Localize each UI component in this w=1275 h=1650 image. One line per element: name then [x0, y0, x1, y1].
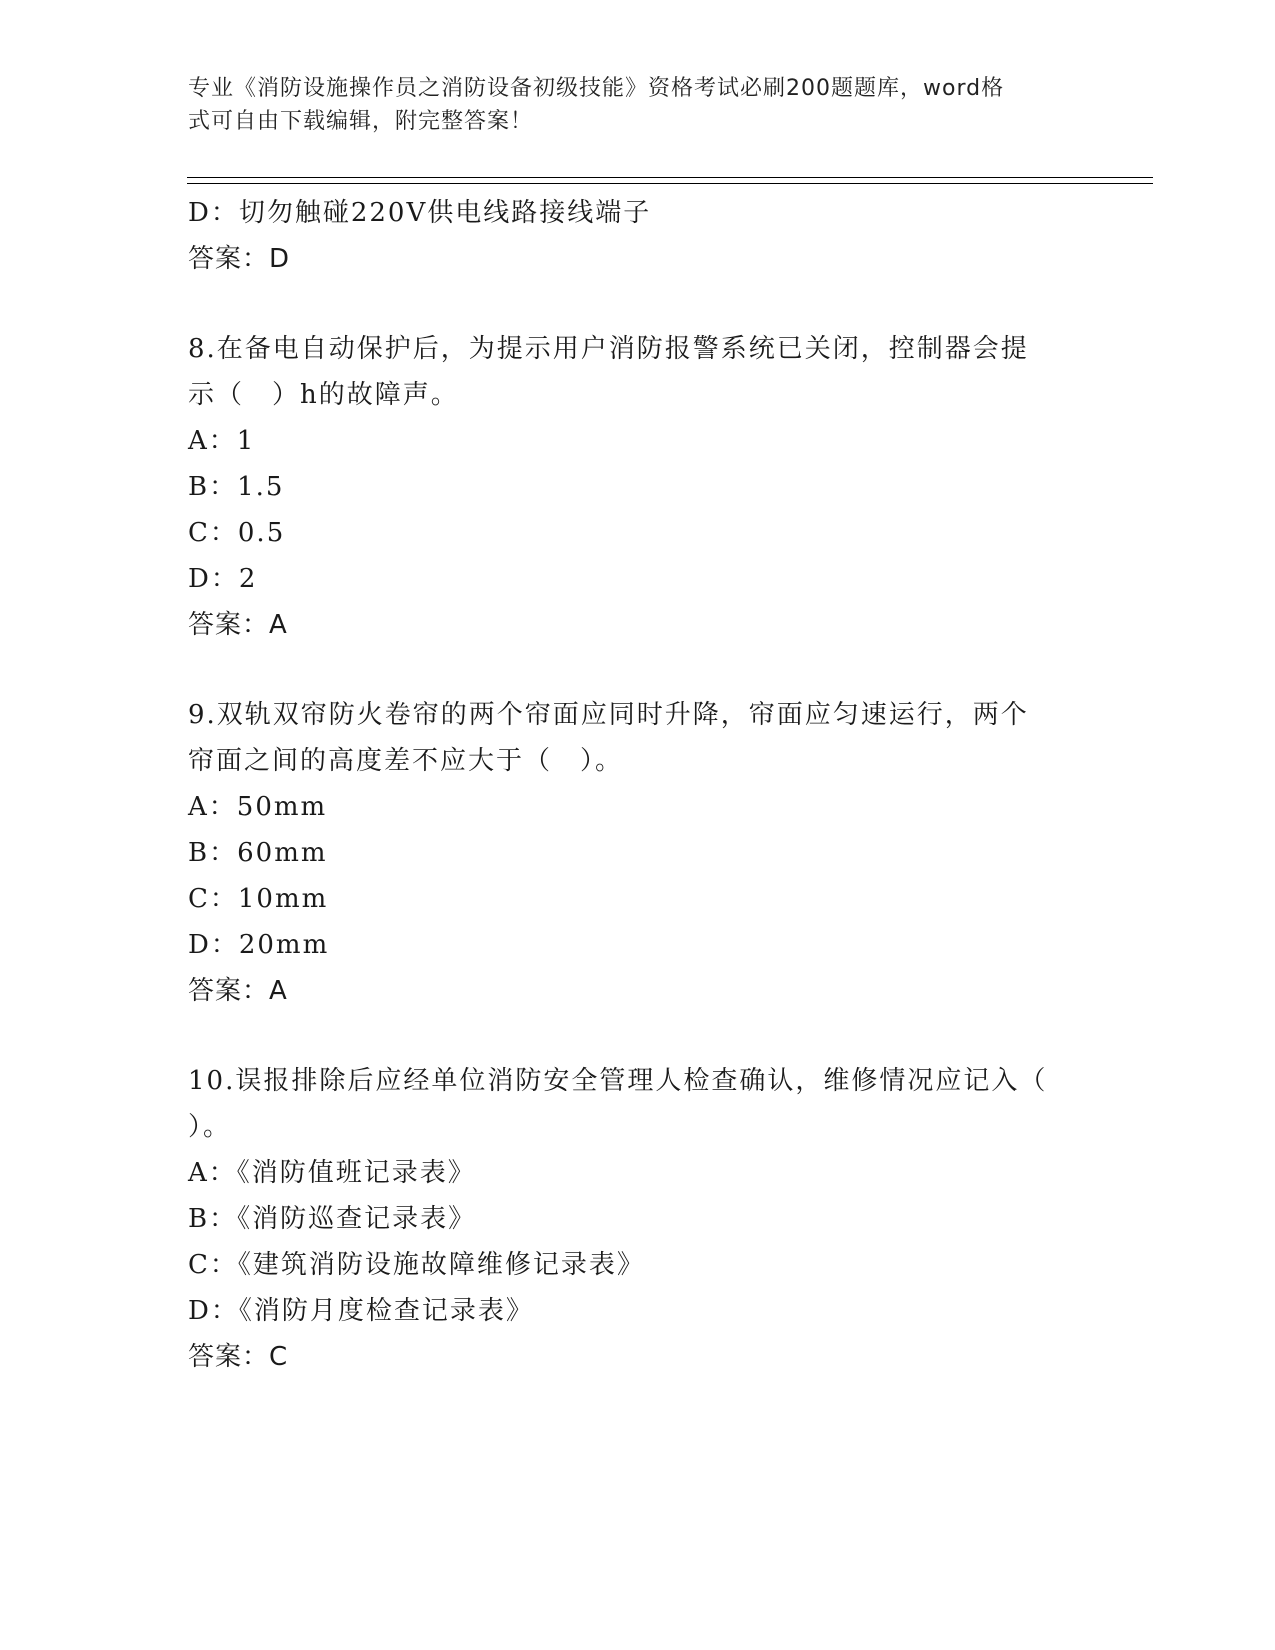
question-8: [188, 326, 1068, 648]
option-c: C：《建筑消防设施故障维修记录表》: [188, 1250, 645, 1280]
question-text-line-2: 帘面之间的高度差不应大于（ ）。: [188, 746, 624, 776]
option-c: C：10mm: [188, 884, 329, 914]
header-line-2: 式可自由下载编辑，附完整答案！: [188, 109, 534, 134]
option-d: D：切勿触碰220V供电线路接线端子: [188, 198, 652, 228]
option-d: D：2: [188, 564, 258, 594]
option-a: A：《消防值班记录表》: [188, 1158, 476, 1188]
option-b: B：1.5: [188, 472, 285, 502]
question-9: [188, 692, 1068, 1014]
question-text-line-1: 10.误报排除后应经单位消防安全管理人检查确认，维修情况应记入（: [188, 1066, 1048, 1096]
option-d: D：20mm: [188, 930, 330, 960]
header-rule-top: [187, 177, 1153, 178]
header-rule-bottom: [187, 183, 1153, 184]
option-b: B：60mm: [188, 838, 328, 868]
answer-line: 答案：A: [188, 610, 288, 640]
option-d: D：《消防月度检查记录表》: [188, 1296, 534, 1326]
question-text-line-2: ）。: [188, 1112, 232, 1142]
header-line-1: 专业《消防设施操作员之消防设备初级技能》资格考试必刷200题题库，word格: [188, 76, 1005, 101]
question-text-line-1: 8.在备电自动保护后，为提示用户消防报警系统已关闭，控制器会提: [188, 334, 1029, 364]
question-text-line-2: 示（ ）h的故障声。: [188, 380, 459, 410]
option-b: B：《消防巡查记录表》: [188, 1204, 477, 1234]
question-10: [188, 1058, 1068, 1380]
question-text-line-1: 9.双轨双帘防火卷帘的两个帘面应同时升降，帘面应匀速运行，两个: [188, 700, 1029, 730]
option-a: A：1: [188, 426, 256, 456]
answer-line: 答案：D: [188, 244, 291, 274]
answer-line: 答案：C: [188, 1342, 289, 1372]
question-7-tail: [188, 190, 1068, 282]
option-a: A：50mm: [188, 792, 328, 822]
option-c: C：0.5: [188, 518, 286, 548]
answer-line: 答案：A: [188, 976, 288, 1006]
question-content: [188, 190, 1068, 1380]
document-header: [188, 72, 1068, 138]
